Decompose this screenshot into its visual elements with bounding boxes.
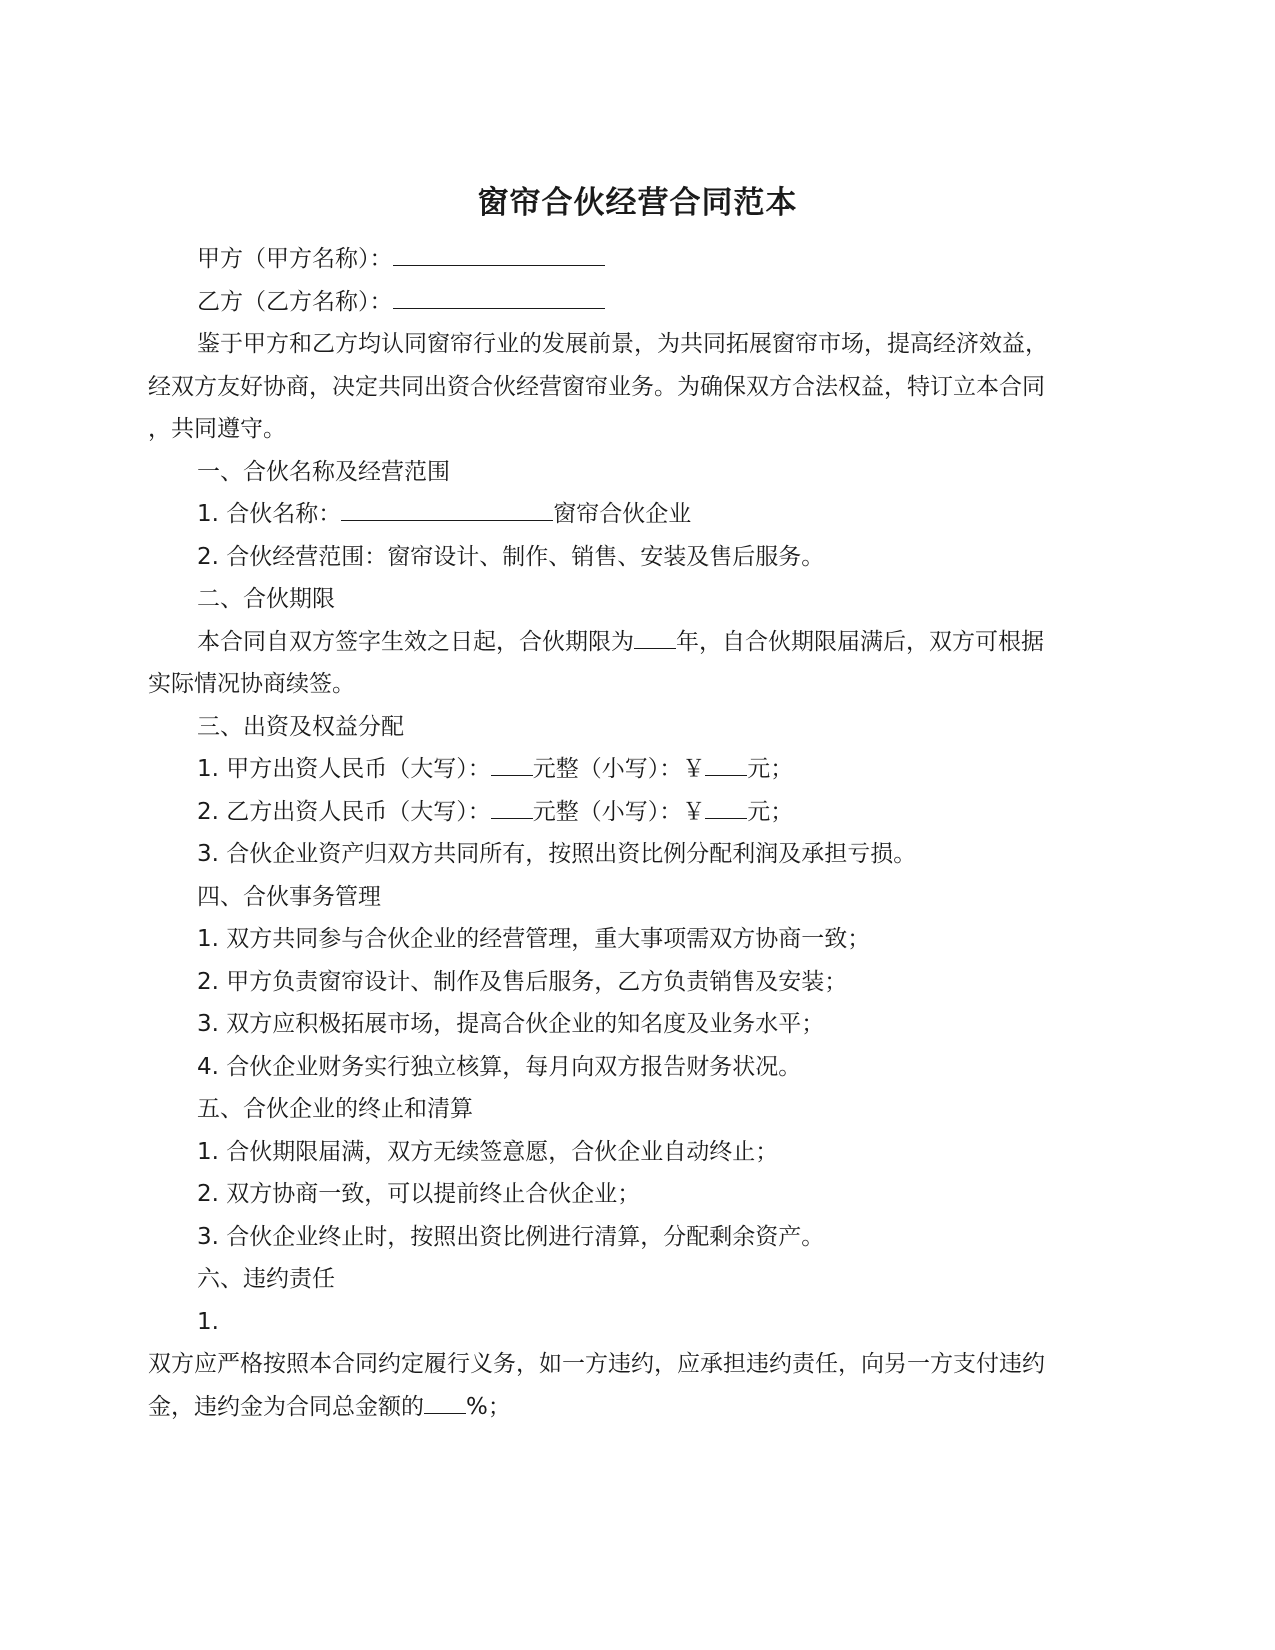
section-4-heading: 四、合伙事务管理 <box>197 883 381 910</box>
party-b-capital-label: 2. 乙方出资人民币（大写）： <box>197 798 491 825</box>
section-1-item-2: 2. 合伙经营范围：窗帘设计、制作、销售、安装及售后服务。 <box>197 543 825 570</box>
section-4-item-3: 3. 双方应积极拓展市场，提高合伙企业的知名度及业务水平； <box>197 1011 825 1037</box>
party-b-label: 乙方（乙方名称）： <box>197 288 393 315</box>
term-text-prefix: 本合同自双方签字生效之日起，合伙期限为 <box>197 628 634 655</box>
penalty-text-prefix: 金，违约金为合同总金额的 <box>148 1393 424 1420</box>
section-2-text-1 <box>148 621 1138 664</box>
page-title: 窗帘合伙经营合同范本 <box>477 185 798 221</box>
contract-body <box>148 238 1138 1428</box>
party-b-capital-end: 元； <box>747 798 794 825</box>
section-3-heading: 三、出资及权益分配 <box>197 713 404 740</box>
party-b-capital-words-blank[interactable] <box>491 792 533 819</box>
party-a-line <box>148 238 1138 281</box>
section-5-item-3: 3. 合伙企业终止时，按照出资比例进行清算，分配剩余资产。 <box>197 1223 825 1250</box>
section-5-item-2: 2. 双方协商一致，可以提前终止合伙企业； <box>197 1181 641 1207</box>
section-6-item-1-number: 1. <box>197 1308 219 1335</box>
section-1-item-1 <box>148 493 1138 536</box>
section-2-text-2: 实际情况协商续签。 <box>148 671 355 697</box>
section-3-item-2 <box>148 791 1138 834</box>
section-4-item-1: 1. 双方共同参与合伙企业的经营管理，重大事项需双方协商一致； <box>197 926 871 952</box>
penalty-percent-blank[interactable] <box>424 1387 466 1414</box>
preamble-line-1: 鉴于甲方和乙方均认同窗帘行业的发展前景，为共同拓展窗帘市场，提高经济效益， <box>197 331 1048 357</box>
preamble-line-2: 经双方友好协商，决定共同出资合伙经营窗帘业务。为确保双方合法权益，特订立本合同 <box>148 373 1045 400</box>
party-a-capital-label: 1. 甲方出资人民币（大写）： <box>197 756 491 782</box>
party-b-name-blank[interactable] <box>393 282 605 309</box>
party-a-capital-words-blank[interactable] <box>491 749 533 776</box>
party-b-capital-figures-blank[interactable] <box>705 792 747 819</box>
section-4-item-4: 4. 合伙企业财务实行独立核算，每月向双方报告财务状况。 <box>197 1053 802 1080</box>
section-2-heading: 二、合伙期限 <box>197 586 335 612</box>
partnership-name-suffix: 窗帘合伙企业 <box>553 501 692 527</box>
partnership-name-blank[interactable] <box>341 494 553 521</box>
section-1-heading: 一、合伙名称及经营范围 <box>197 458 450 485</box>
preamble-line-3: ，共同遵守。 <box>148 416 286 442</box>
section-6-item-1-text-1: 双方应严格按照本合同约定履行义务，如一方违约，应承担违约责任，向另一方支付违约 <box>148 1351 1045 1377</box>
section-3-item-3: 3. 合伙企业资产归双方共同所有，按照出资比例分配利润及承担亏损。 <box>197 841 917 867</box>
party-a-name-blank[interactable] <box>393 239 605 266</box>
term-text-suffix: 年，自合伙期限届满后，双方可根据 <box>676 628 1044 655</box>
party-b-capital-mid: 元整（小写）：￥ <box>532 798 706 825</box>
section-6-heading: 六、违约责任 <box>197 1266 335 1292</box>
section-5-item-1: 1. 合伙期限届满，双方无续签意愿，合伙企业自动终止； <box>197 1138 779 1165</box>
partnership-name-label: 1. 合伙名称： <box>197 501 342 527</box>
section-5-heading: 五、合伙企业的终止和清算 <box>197 1096 473 1122</box>
party-a-capital-mid: 元整（小写）：￥ <box>532 756 706 782</box>
term-years-blank[interactable] <box>634 622 676 649</box>
penalty-text-suffix: %； <box>466 1393 511 1420</box>
party-b-line <box>148 281 1138 324</box>
party-a-capital-end: 元； <box>747 756 794 782</box>
section-4-item-2: 2. 甲方负责窗帘设计、制作及售后服务，乙方负责销售及安装； <box>197 968 848 995</box>
section-3-item-1 <box>148 748 1138 791</box>
section-6-item-1-text-2 <box>148 1386 1138 1429</box>
party-a-label: 甲方（甲方名称）： <box>197 246 393 272</box>
party-a-capital-figures-blank[interactable] <box>705 749 747 776</box>
